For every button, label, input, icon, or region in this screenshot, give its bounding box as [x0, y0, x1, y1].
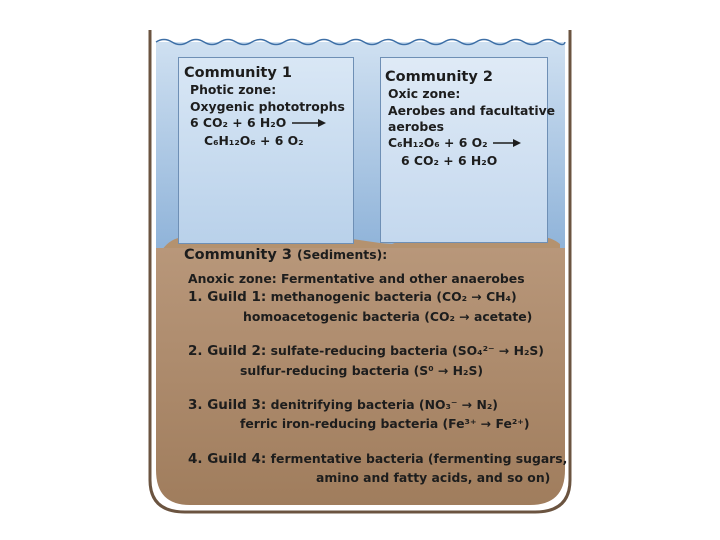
guild-2-line2: sulfur-reducing bacteria (S⁰ → H₂S)	[240, 363, 484, 378]
community-1-zone: Photic zone:	[190, 82, 277, 97]
community-2-reaction-right: 6 CO₂ + 6 H₂O	[401, 153, 498, 168]
guild-4-line1: fermentative bacteria (fermenting sugars,	[270, 451, 568, 466]
guild-1-row	[188, 291, 517, 305]
community-2-organisms-line2: aerobes	[388, 119, 445, 134]
guild-3-label: 3. Guild 3:	[188, 397, 267, 413]
guild-2-line1: sulfate-reducing bacteria (SO₄²⁻ → H₂S)	[270, 343, 544, 358]
community-3-title: Community 3	[184, 247, 292, 263]
guild-3-line2: ferric iron-reducing bacteria (Fe³⁺ → Fe²⁺)	[240, 416, 530, 431]
community-1-reaction-left: 6 CO₂ + 6 H₂O	[190, 115, 287, 130]
community-2-organisms-line1: Aerobes and facultative	[388, 103, 556, 118]
guild-1-label: 1. Guild 1:	[188, 289, 267, 305]
community-1-reaction-right: C₆H₁₂O₆ + 6 O₂	[204, 133, 304, 148]
guild-2-label: 2. Guild 2:	[188, 343, 267, 359]
guild-4-line2: amino and fatty acids, and so on)	[316, 470, 551, 485]
guild-2-row	[188, 345, 544, 359]
community-1-reaction-left-row	[190, 117, 327, 129]
community-3-title-row	[184, 248, 387, 263]
community-2-reaction-left-row	[388, 137, 522, 149]
guild-3-row	[188, 399, 498, 413]
reaction-arrow-icon	[291, 118, 327, 128]
reaction-arrow-icon	[492, 138, 522, 148]
community-3-title-note: (Sediments):	[297, 247, 388, 262]
community-2-zone: Oxic zone:	[388, 86, 461, 101]
community-2-title: Community 2	[385, 69, 493, 85]
community-3-zone: Anoxic zone: Fermentative and other anaerobes	[188, 271, 525, 286]
guild-4-label: 4. Guild 4:	[188, 451, 267, 467]
community-1-title: Community 1	[184, 65, 292, 81]
guild-1-line1: methanogenic bacteria (CO₂ → CH₄)	[270, 289, 517, 304]
guild-3-line1: denitrifying bacteria (NO₃⁻ → N₂)	[270, 397, 498, 412]
community-2-reaction-left: C₆H₁₂O₆ + 6 O₂	[388, 135, 488, 150]
guild-4-row	[188, 453, 567, 467]
community-1-organisms: Oxygenic phototrophs	[190, 99, 345, 114]
guild-1-line2: homoacetogenic bacteria (CO₂ → acetate)	[243, 309, 533, 324]
